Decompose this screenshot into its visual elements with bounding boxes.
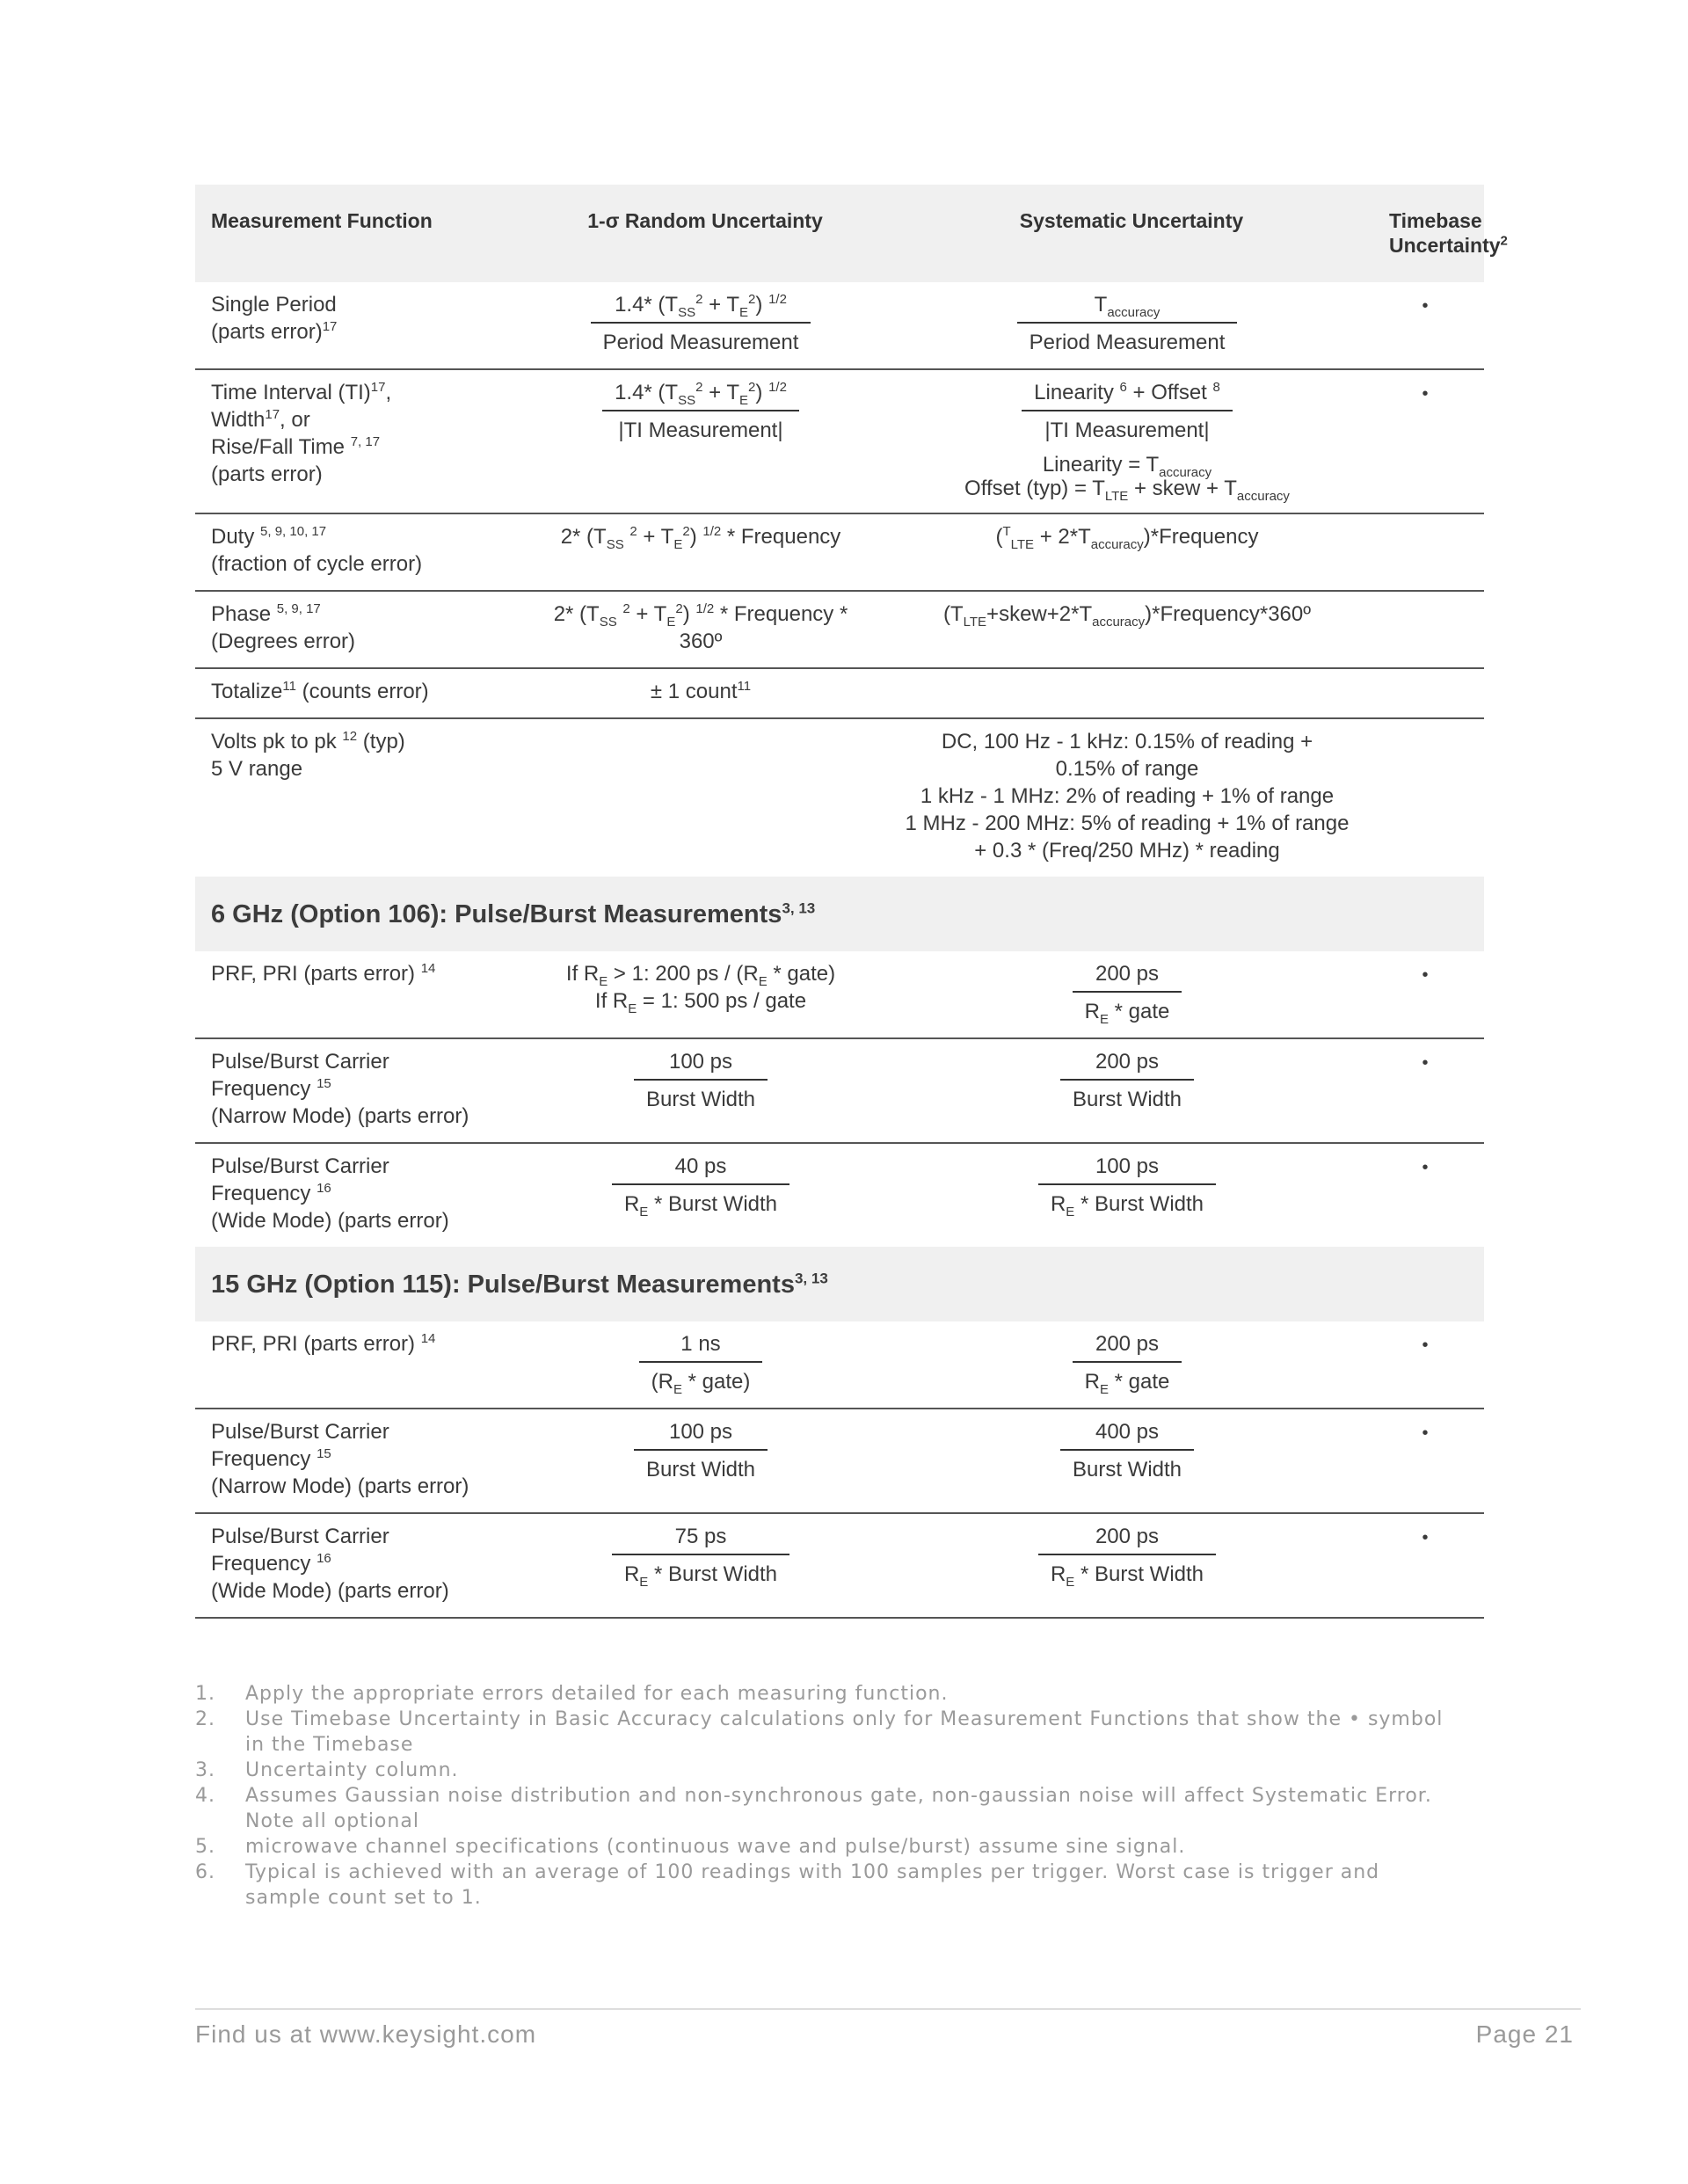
row-label: Totalize$^{11}$ (counts error) xyxy=(195,668,520,718)
timebase-empty xyxy=(1373,668,1484,718)
row-label: Pulse/Burst Carrier Frequency $^{16}$ (Wide Mode) (parts error) xyxy=(195,1513,520,1618)
table-row xyxy=(195,1143,1484,1247)
row-label: PRF, PRI (parts error) $^{14}$ xyxy=(195,951,520,1038)
random-uncertainty-cell: $\frac{100 ps}{\text{Burst Width}}$ xyxy=(520,1038,881,1143)
footnote-item: 1. Apply the appropriate errors detailed for each measuring function. xyxy=(195,1683,949,1705)
timebase-bullet: • xyxy=(1373,951,1484,1038)
systematic-uncertainty-cell: $\frac{400 ps}{\text{Burst Width}}$ xyxy=(881,1409,1373,1513)
row-label: Pulse/Burst Carrier Frequency $^{16}$ (Wide Mode) (parts error) xyxy=(211,1154,449,1234)
systematic-uncertainty-cell: $\frac{200 ps}{R_E * gate}$ xyxy=(881,1321,1373,1409)
systematic-uncertainty-cell: $\frac{200 ps}{R_E * Burst Width}$ xyxy=(881,1513,1373,1618)
table-row xyxy=(195,513,1484,591)
section-header-6ghz xyxy=(195,877,1484,951)
header-measurement-function: Measurement Function xyxy=(195,185,520,282)
footnotes-list xyxy=(195,1681,1452,1911)
systematic-uncertainty-cell: $(T_{LTE}+skew+2*T_{accuracy})*Frequency*360º$ xyxy=(881,591,1373,668)
row-label: Single Period (parts error)$^{17}$ xyxy=(195,282,520,369)
footnote-item: 4. Assumes Gaussian noise distribution and non-synchronous gate, non-gaussian noise will affect Systematic Error. Note all optional xyxy=(195,1785,1432,1832)
row-label: Phase $^{5, 9, 17}$ (Degrees error) xyxy=(195,591,520,668)
timebase-bullet: • xyxy=(1373,1038,1484,1143)
systematic-uncertainty-cell: $\frac{Linearity ^6 + Offset ^8}{\text{|TI Measurement|}}$ Linearity = $T_{accuracy}$ Offset $(typ) = T_{LTE}$ + skew + $T_{accuracy}$ xyxy=(881,369,1373,513)
page-number: Page 21 xyxy=(1475,2020,1574,2048)
timebase-bullet: • xyxy=(1373,1409,1484,1513)
row-label: Duty $^{5, 9, 10, 17}$ (fraction of cycle error) xyxy=(195,513,520,591)
row-label: Volts pk to pk $^{12}$ (typ) 5 V range xyxy=(211,729,405,782)
footnote-item: 2. Use Timebase Uncertainty in Basic Accuracy calculations only for Measurement Functions that show the • symbol in the Timebase xyxy=(195,1708,1444,1756)
systematic-uncertainty-cell: $\frac{200 ps}{R_E * gate}$ xyxy=(881,951,1373,1038)
systematic-uncertainty-cell xyxy=(881,668,1373,718)
timebase-empty xyxy=(1373,718,1484,877)
section-title: 15 GHz (Option 115): Pulse/Burst Measurements$^{3, 13}$ xyxy=(195,1247,1484,1321)
random-uncertainty-cell: $\frac{1 ns}{(R_E * gate)}$ xyxy=(520,1321,881,1409)
random-uncertainty-cell: $\frac{1.4* (T_{SS}^2 + T_E^2) ^{1/2}}{\text{Period Measurement}}$ xyxy=(520,282,881,369)
row-label: PRF, PRI (parts error) $^{14}$ xyxy=(195,1321,520,1409)
table-row xyxy=(195,951,1484,1038)
footnote-item: 5. microwave channel specifications (continuous wave and pulse/burst) assume sine signal. xyxy=(195,1836,1186,1858)
section-title: 6 GHz (Option 106): Pulse/Burst Measurements$^{3, 13}$ xyxy=(195,877,1484,951)
section-header-15ghz xyxy=(195,1247,1484,1321)
random-uncertainty-cell: $\frac{100 ps}{\text{Burst Width}}$ xyxy=(520,1409,881,1513)
random-uncertainty-cell: $\frac{75 ps}{R_E * Burst Width}$ xyxy=(520,1513,881,1618)
timebase-bullet: • xyxy=(1373,1513,1484,1618)
table-row xyxy=(195,1409,1484,1513)
header-random-uncertainty: 1-σ Random Uncertainty xyxy=(520,185,881,282)
header-timebase-uncertainty: Timebase Uncertainty$^2$ xyxy=(1373,185,1484,282)
timebase-bullet: • xyxy=(1373,282,1484,369)
table-row xyxy=(195,1321,1484,1409)
systematic-uncertainty-cell: $\frac{T_{accuracy}}{\text{Period Measurement}}$ xyxy=(881,282,1373,369)
table-row xyxy=(195,1038,1484,1143)
timebase-empty xyxy=(1373,513,1484,591)
systematic-uncertainty-cell: $(^T_{LTE} + 2*T_{accuracy})*Frequency$ xyxy=(881,513,1373,591)
random-uncertainty-cell: $\frac{40 ps}{R_E * Burst Width}$ xyxy=(520,1143,881,1247)
footer-website-link[interactable]: Find us at www.keysight.com xyxy=(195,2020,537,2048)
timebase-bullet: • xyxy=(1373,1321,1484,1409)
table-row xyxy=(195,369,1484,513)
table-row xyxy=(195,668,1484,718)
random-uncertainty-cell: 2* ($T_{SS}$ $^2 + T_E^2$) $^{1/2}$ * Frequency * 360º xyxy=(520,591,881,668)
table-row xyxy=(195,718,1484,877)
footnote-item: 6. Typical is achieved with an average of 100 readings with 100 samples per trigger. Worst case is trigger and sample count set to 1. xyxy=(195,1861,1380,1909)
random-uncertainty-cell xyxy=(520,718,881,877)
systematic-uncertainty-cell: $\frac{100 ps}{R_E * Burst Width}$ xyxy=(881,1143,1373,1247)
random-uncertainty-cell: $\frac{1.4* (T_{SS}^2 + T_E^2) ^{1/2}}{\text{|TI Measurement|}}$ xyxy=(520,369,881,513)
table-row xyxy=(195,591,1484,668)
table-header-row xyxy=(195,185,1484,282)
table-row xyxy=(195,282,1484,369)
timebase-empty xyxy=(1373,591,1484,668)
systematic-uncertainty-cell: $\frac{200 ps}{\text{Burst Width}}$ xyxy=(881,1038,1373,1143)
systematic-uncertainty-cell: DC, 100 Hz - 1 kHz: 0.15% of reading + 0.15% of range 1 kHz - 1 MHz: 2% of reading + 1% of range 1 MHz - 200 MHz: 5% of reading + 1% of range + 0.3 * (Freq/250 MHz) * reading xyxy=(905,730,1350,863)
row-label: Pulse/Burst Carrier Frequency $^{15}$ (Narrow Mode) (parts error) xyxy=(195,1038,520,1143)
timebase-bullet: • xyxy=(1373,369,1484,513)
random-uncertainty-cell: If $R_E > 1$: 200 ps / ($R_E$ * gate) If $R_E = 1$: 500 ps / gate xyxy=(520,951,881,1038)
timebase-bullet: • xyxy=(1422,1158,1429,1178)
row-label: Time Interval (TI)$^{17}$, Width$^{17}$, or Rise/Fall Time $^{7, 17}$ (parts error) xyxy=(195,369,520,513)
header-systematic-uncertainty: Systematic Uncertainty xyxy=(881,185,1373,282)
row-label: Pulse/Burst Carrier Frequency $^{15}$ (Narrow Mode) (parts error) xyxy=(195,1409,520,1513)
footnote-item: 3. Uncertainty column. xyxy=(195,1759,459,1781)
random-uncertainty-cell: ± 1 count$^{11}$ xyxy=(520,668,881,718)
footer-divider xyxy=(195,2008,1581,2010)
random-uncertainty-cell: 2* ($T_{SS}$ $^2 + T_E^2$) $^{1/2}$ * Frequency xyxy=(520,513,881,591)
table-row xyxy=(195,1513,1484,1618)
accuracy-spec-table xyxy=(195,185,1508,1619)
